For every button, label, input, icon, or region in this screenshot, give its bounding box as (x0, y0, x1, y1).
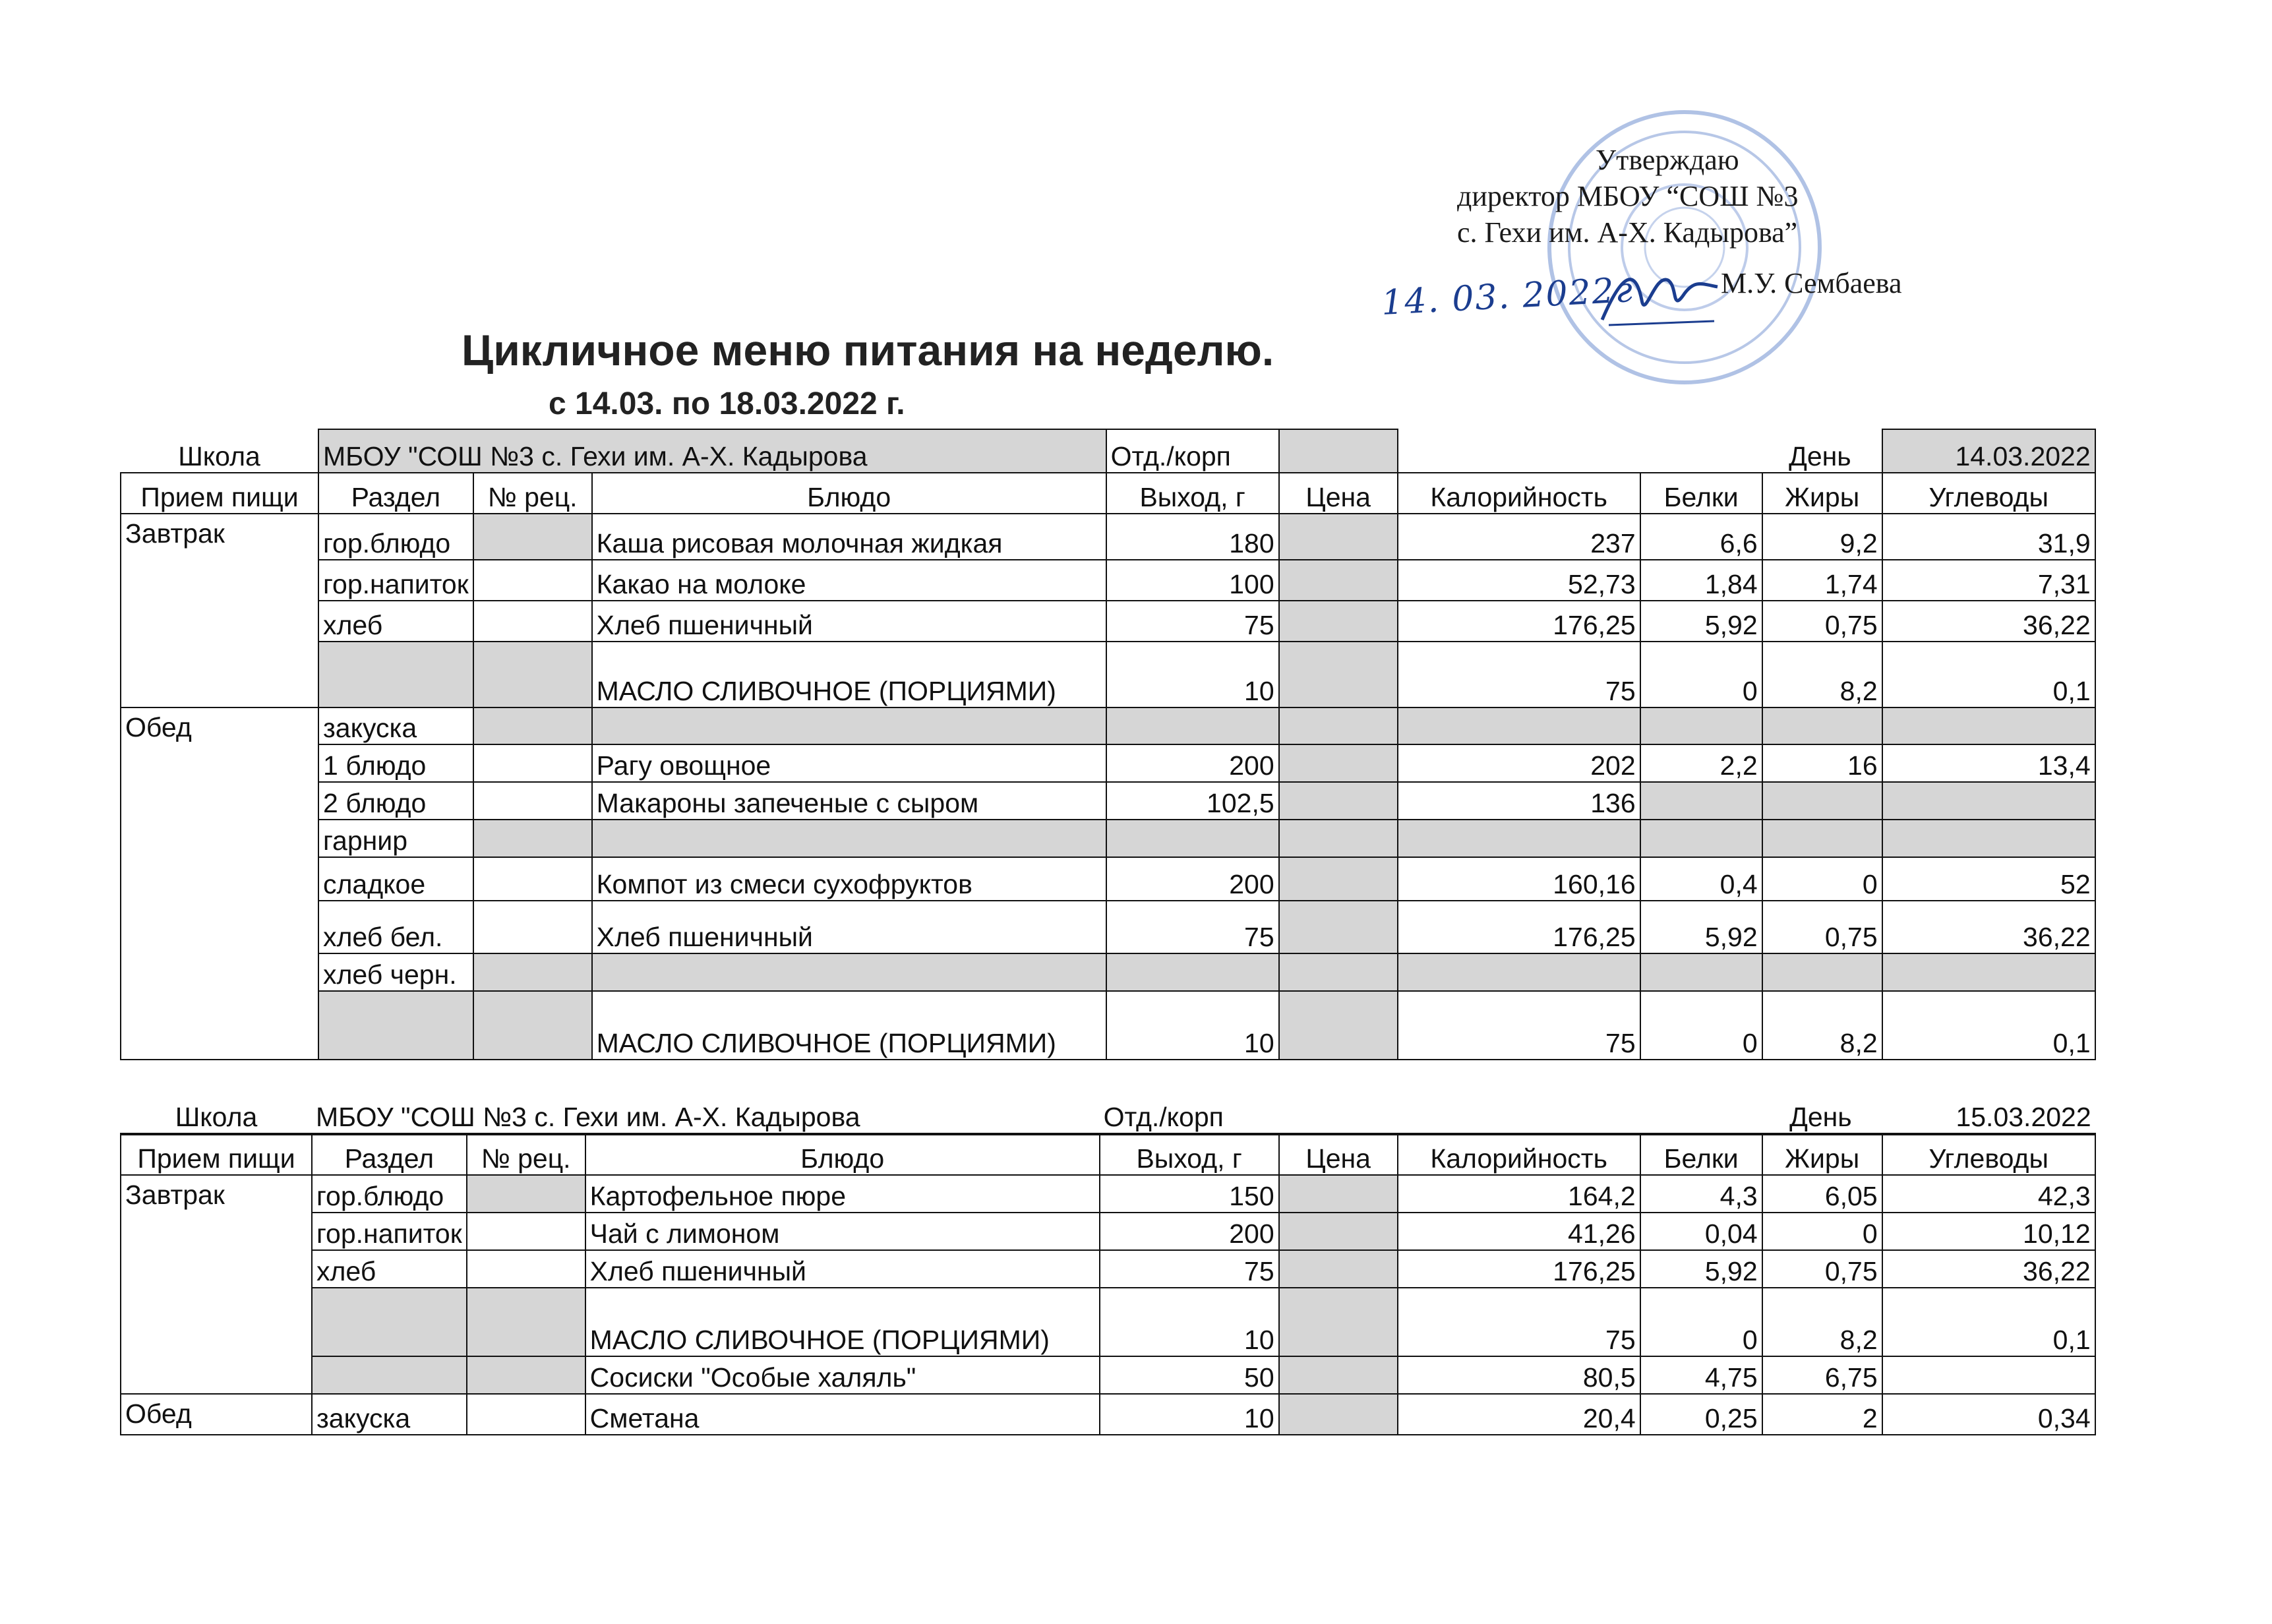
protein-cell: 1,84 (1640, 560, 1762, 601)
section-cell: сладкое (318, 857, 473, 901)
price-cell (1279, 707, 1398, 744)
fat-cell: 2 (1762, 1394, 1882, 1435)
yield-cell (1106, 953, 1279, 991)
dish-cell: Чай с лимоном (585, 1213, 1100, 1250)
calories-cell: 20,4 (1398, 1394, 1640, 1435)
fat-cell (1762, 953, 1882, 991)
table-row (121, 1213, 2095, 1250)
meal-cell (121, 857, 318, 901)
col-dish: Блюдо (592, 473, 1106, 514)
protein-cell: 0,25 (1640, 1394, 1762, 1435)
protein-cell: 2,2 (1640, 744, 1762, 782)
section-cell: хлеб черн. (318, 953, 473, 991)
calories-cell (1398, 953, 1640, 991)
branch-value (1279, 1093, 1398, 1134)
meal-cell (121, 991, 318, 1060)
col-recipe-no: № рец. (467, 1134, 585, 1175)
meal-cell (121, 601, 318, 642)
price-cell (1279, 642, 1398, 707)
price-cell (1279, 514, 1398, 560)
meal-cell (121, 901, 318, 953)
price-cell (1279, 901, 1398, 953)
dish-cell: Картофельное пюре (585, 1175, 1100, 1213)
col-carbs: Углеводы (1882, 1134, 2095, 1175)
table-row (121, 991, 2095, 1060)
dish-cell: Хлеб пшеничный (592, 901, 1106, 953)
page-title: Цикличное меню питания на неделю. (462, 326, 1274, 375)
carbs-cell: 0,1 (1882, 991, 2095, 1060)
yield-cell: 10 (1106, 991, 1279, 1060)
price-cell (1279, 1213, 1398, 1250)
calories-cell: 202 (1398, 744, 1640, 782)
recipe-no-cell (467, 1213, 585, 1250)
carbs-cell: 36,22 (1882, 601, 2095, 642)
section-cell (312, 1288, 467, 1356)
section-cell (318, 642, 473, 707)
col-fat: Жиры (1762, 1134, 1882, 1175)
section-cell (318, 991, 473, 1060)
school-name: МБОУ "СОШ №3 с. Гехи им. А-Х. Кадырова (318, 429, 1106, 473)
table-row (121, 820, 2095, 857)
protein-cell: 0 (1640, 642, 1762, 707)
yield-cell: 150 (1100, 1175, 1279, 1213)
fat-cell: 6,75 (1762, 1356, 1882, 1394)
price-cell (1279, 1175, 1398, 1213)
recipe-no-cell (473, 744, 592, 782)
dish-cell: МАСЛО СЛИВОЧНОЕ (ПОРЦИЯМИ) (585, 1288, 1100, 1356)
dish-cell: МАСЛО СЛИВОЧНОЕ (ПОРЦИЯМИ) (592, 642, 1106, 707)
dish-cell: Макароны запеченые с сыром (592, 782, 1106, 820)
fat-cell (1762, 782, 1882, 820)
yield-cell: 200 (1100, 1213, 1279, 1250)
protein-cell: 0 (1640, 991, 1762, 1060)
carbs-cell: 52 (1882, 857, 2095, 901)
meal-cell (121, 782, 318, 820)
dish-cell (592, 820, 1106, 857)
dish-cell: Сметана (585, 1394, 1100, 1435)
section-cell: гор.напиток (312, 1213, 467, 1250)
carbs-cell: 36,22 (1882, 1250, 2095, 1288)
table-row (121, 901, 2095, 953)
calories-cell: 80,5 (1398, 1356, 1640, 1394)
protein-cell: 0 (1640, 1288, 1762, 1356)
meal-cell (121, 1213, 312, 1250)
recipe-no-cell (473, 601, 592, 642)
meal-cell (121, 1250, 312, 1288)
meal-cell (121, 953, 318, 991)
day-date: 15.03.2022 (1956, 1102, 2091, 1132)
col-protein: Белки (1640, 473, 1762, 514)
fat-cell: 6,05 (1762, 1175, 1882, 1213)
calories-cell: 176,25 (1398, 901, 1640, 953)
table-row (121, 782, 2095, 820)
recipe-no-cell (467, 1288, 585, 1356)
column-header-row (121, 473, 2095, 514)
calories-cell: 176,25 (1398, 601, 1640, 642)
recipe-no-cell (473, 820, 592, 857)
day-date: 14.03.2022 (1882, 429, 2095, 473)
price-cell (1279, 1250, 1398, 1288)
protein-cell: 0,04 (1640, 1213, 1762, 1250)
section-cell: гарнир (318, 820, 473, 857)
recipe-no-cell (473, 560, 592, 601)
price-cell (1279, 560, 1398, 601)
fat-cell: 8,2 (1762, 1288, 1882, 1356)
protein-cell: 5,92 (1640, 901, 1762, 953)
fat-cell (1762, 707, 1882, 744)
recipe-no-cell (473, 782, 592, 820)
price-cell (1279, 857, 1398, 901)
recipe-no-cell (473, 991, 592, 1060)
yield-cell (1106, 820, 1279, 857)
table-row (121, 707, 2095, 744)
calories-cell (1398, 820, 1640, 857)
yield-cell: 75 (1100, 1250, 1279, 1288)
table-row (121, 601, 2095, 642)
meal-cell: Завтрак (121, 1175, 312, 1213)
meal-cell: Завтрак (121, 514, 318, 560)
carbs-cell: 7,31 (1882, 560, 2095, 601)
section-cell: хлеб бел. (318, 901, 473, 953)
fat-cell: 0 (1762, 1213, 1882, 1250)
carbs-cell: 36,22 (1882, 901, 2095, 953)
col-dish: Блюдо (585, 1134, 1100, 1175)
price-cell (1279, 782, 1398, 820)
col-section: Раздел (318, 473, 473, 514)
dish-cell: Каша рисовая молочная жидкая (592, 514, 1106, 560)
menu-table-day2 (120, 1093, 2096, 1435)
price-cell (1279, 820, 1398, 857)
carbs-cell (1882, 953, 2095, 991)
recipe-no-cell (473, 514, 592, 560)
recipe-no-cell (473, 707, 592, 744)
handwritten-date: 14. 03. 2022г (1380, 270, 1635, 323)
protein-cell: 0,4 (1640, 857, 1762, 901)
col-yield: Выход, г (1106, 473, 1279, 514)
meal-cell: Обед (121, 1394, 312, 1435)
branch-value (1279, 429, 1398, 473)
carbs-cell: 10,12 (1882, 1213, 2095, 1250)
col-price: Цена (1279, 473, 1398, 514)
carbs-cell (1882, 782, 2095, 820)
day-label: День (1789, 1102, 1852, 1132)
approval-organization: с. Гехи им. А-Х. Кадырова” (1457, 216, 1798, 249)
day-label: День (1789, 441, 1851, 471)
branch-label: Отд./корп (1106, 429, 1279, 473)
yield-cell: 10 (1100, 1394, 1279, 1435)
yield-cell (1106, 707, 1279, 744)
dish-cell: Какао на молоке (592, 560, 1106, 601)
yield-cell: 200 (1106, 744, 1279, 782)
table-row (121, 953, 2095, 991)
recipe-no-cell (473, 901, 592, 953)
protein-cell: 5,92 (1640, 601, 1762, 642)
col-yield: Выход, г (1100, 1134, 1279, 1175)
fat-cell: 1,74 (1762, 560, 1882, 601)
table-row (121, 1175, 2095, 1213)
calories-cell: 136 (1398, 782, 1640, 820)
dish-cell: Рагу овощное (592, 744, 1106, 782)
section-cell: хлеб (312, 1250, 467, 1288)
yield-cell: 100 (1106, 560, 1279, 601)
recipe-no-cell (467, 1394, 585, 1435)
calories-cell: 237 (1398, 514, 1640, 560)
calories-cell: 164,2 (1398, 1175, 1640, 1213)
recipe-no-cell (467, 1175, 585, 1213)
branch-label: Отд./корп (1103, 1102, 1224, 1132)
approval-title: Утверждаю (1596, 144, 1739, 176)
meal-cell (121, 744, 318, 782)
calories-cell: 75 (1398, 1288, 1640, 1356)
carbs-cell (1882, 1356, 2095, 1394)
fat-cell (1762, 820, 1882, 857)
fat-cell: 0,75 (1762, 601, 1882, 642)
recipe-no-cell (473, 953, 592, 991)
carbs-cell: 0,1 (1882, 1288, 2095, 1356)
page-subtitle: с 14.03. по 18.03.2022 г. (549, 386, 905, 421)
section-cell: 1 блюдо (318, 744, 473, 782)
calories-cell: 176,25 (1398, 1250, 1640, 1288)
recipe-no-cell (467, 1250, 585, 1288)
meal-cell (121, 642, 318, 707)
table-row (121, 744, 2095, 782)
carbs-cell: 13,4 (1882, 744, 2095, 782)
recipe-no-cell (473, 642, 592, 707)
signature (1596, 260, 1721, 333)
protein-cell (1640, 707, 1762, 744)
section-cell: закуска (312, 1394, 467, 1435)
meal-cell (121, 1288, 312, 1356)
dish-cell: Компот из смеси сухофруктов (592, 857, 1106, 901)
protein-cell: 5,92 (1640, 1250, 1762, 1288)
recipe-no-cell (467, 1356, 585, 1394)
calories-cell: 52,73 (1398, 560, 1640, 601)
school-label: Школа (175, 1102, 258, 1132)
protein-cell: 4,3 (1640, 1175, 1762, 1213)
column-header-row (121, 1134, 2095, 1175)
section-cell: закуска (318, 707, 473, 744)
col-meal: Прием пищи (121, 1134, 312, 1175)
protein-cell: 6,6 (1640, 514, 1762, 560)
price-cell (1279, 953, 1398, 991)
calories-cell: 75 (1398, 991, 1640, 1060)
col-fat: Жиры (1762, 473, 1882, 514)
school-row (121, 1093, 2095, 1134)
protein-cell (1640, 820, 1762, 857)
recipe-no-cell (473, 857, 592, 901)
yield-cell: 10 (1100, 1288, 1279, 1356)
dish-cell: Хлеб пшеничный (585, 1250, 1100, 1288)
price-cell (1279, 1288, 1398, 1356)
protein-cell: 4,75 (1640, 1356, 1762, 1394)
price-cell (1279, 601, 1398, 642)
table-row (121, 560, 2095, 601)
table-row (121, 1356, 2095, 1394)
fat-cell: 16 (1762, 744, 1882, 782)
fat-cell: 0,75 (1762, 901, 1882, 953)
calories-cell: 41,26 (1398, 1213, 1640, 1250)
carbs-cell: 31,9 (1882, 514, 2095, 560)
yield-cell: 75 (1106, 601, 1279, 642)
table-row (121, 1394, 2095, 1435)
col-recipe-no: № рец. (473, 473, 592, 514)
col-meal: Прием пищи (121, 473, 318, 514)
meal-cell (121, 1356, 312, 1394)
col-price: Цена (1279, 1134, 1398, 1175)
section-cell (312, 1356, 467, 1394)
section-cell: хлеб (318, 601, 473, 642)
meal-cell (121, 560, 318, 601)
meal-cell (121, 820, 318, 857)
yield-cell: 75 (1106, 901, 1279, 953)
table-row (121, 857, 2095, 901)
section-cell: 2 блюдо (318, 782, 473, 820)
protein-cell (1640, 953, 1762, 991)
yield-cell: 10 (1106, 642, 1279, 707)
fat-cell: 9,2 (1762, 514, 1882, 560)
school-label: Школа (178, 441, 260, 471)
dish-cell (592, 707, 1106, 744)
table-row (121, 642, 2095, 707)
section-cell: гор.блюдо (318, 514, 473, 560)
col-calories: Калорийность (1398, 473, 1640, 514)
carbs-cell (1882, 820, 2095, 857)
price-cell (1279, 991, 1398, 1060)
dish-cell: Сосиски "Особые халяль" (585, 1356, 1100, 1394)
table-row (121, 1288, 2095, 1356)
section-cell: гор.напиток (318, 560, 473, 601)
carbs-cell: 0,34 (1882, 1394, 2095, 1435)
price-cell (1279, 744, 1398, 782)
fat-cell: 0 (1762, 857, 1882, 901)
price-cell (1279, 1394, 1398, 1435)
dish-cell (592, 953, 1106, 991)
col-carbs: Углеводы (1882, 473, 2095, 514)
calories-cell: 160,16 (1398, 857, 1640, 901)
fat-cell: 0,75 (1762, 1250, 1882, 1288)
table-row (121, 1250, 2095, 1288)
protein-cell (1640, 782, 1762, 820)
meal-cell: Обед (121, 707, 318, 744)
price-cell (1279, 1356, 1398, 1394)
col-calories: Калорийность (1398, 1134, 1640, 1175)
calories-cell: 75 (1398, 642, 1640, 707)
fat-cell: 8,2 (1762, 991, 1882, 1060)
calories-cell (1398, 707, 1640, 744)
approval-signer: М.У. Сембаева (1721, 267, 1902, 299)
yield-cell: 102,5 (1106, 782, 1279, 820)
col-section: Раздел (312, 1134, 467, 1175)
table-row (121, 514, 2095, 560)
col-protein: Белки (1640, 1134, 1762, 1175)
fat-cell: 8,2 (1762, 642, 1882, 707)
yield-cell: 50 (1100, 1356, 1279, 1394)
school-row (121, 429, 2095, 473)
carbs-cell: 42,3 (1882, 1175, 2095, 1213)
approval-position: директор МБОУ “СОШ №3 (1457, 180, 1799, 212)
dish-cell: Хлеб пшеничный (592, 601, 1106, 642)
yield-cell: 180 (1106, 514, 1279, 560)
menu-table-day1 (120, 429, 2096, 1060)
section-cell: гор.блюдо (312, 1175, 467, 1213)
school-name: МБОУ "СОШ №3 с. Гехи им. А-Х. Кадырова (316, 1102, 860, 1132)
yield-cell: 200 (1106, 857, 1279, 901)
carbs-cell: 0,1 (1882, 642, 2095, 707)
dish-cell: МАСЛО СЛИВОЧНОЕ (ПОРЦИЯМИ) (592, 991, 1106, 1060)
carbs-cell (1882, 707, 2095, 744)
